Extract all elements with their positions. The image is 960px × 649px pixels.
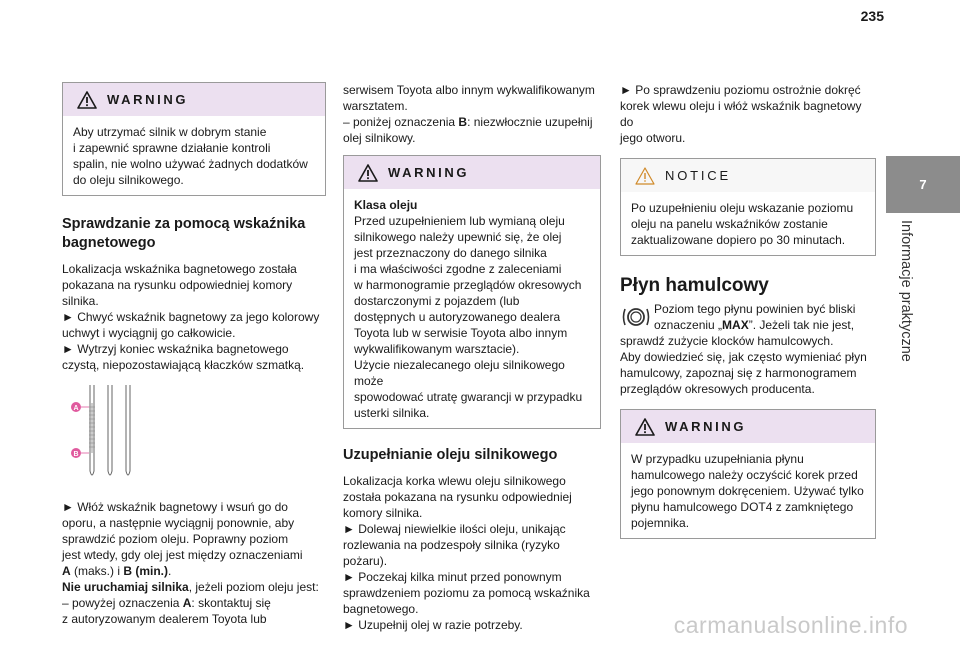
warning-text: Klasa oleju Przed uzupełnieniem lub wymianą oleju silnikowego należy upewnić się, że olej jest przeznaczony do danego silnika i ma właściwości zgodne z zaleceniami w harmonogramie przeglądów okresowych dostarczonymi z pojazdem (lub dostępnych u autoryzowanego dealera Toyota lub w serwisie Toyota albo innym wykwalifikowanym warsztacie). Użycie niezalecanego oleju silnikowego może spowodować utratę gwarancji w przypadku usterki silnika. <box>354 198 583 420</box>
column-2 <box>343 82 601 633</box>
dipstick-illustration <box>70 383 170 483</box>
chapter-title: Informacje praktyczne <box>898 220 914 362</box>
warning-triangle-icon <box>77 91 97 109</box>
warning-header <box>621 410 875 443</box>
paragraph-dipstick-check: ► Włóż wskaźnik bagnetowy i wsuń go do oporu, a następnie wyciągnij ponownie, aby sprawdzić poziom oleju. Poprawny poziom jest wtedy, gdy olej jest między oznaczeniami A (maks.) i B (min.). Nie uruchamiaj silnika, jeżeli poziom oleju jest: – powyżej oznaczenia A: skontaktuj się z autoryzowanym dealerem Toyota lub <box>62 500 319 626</box>
column-3 <box>620 82 876 539</box>
warning-title: WARNING <box>388 164 470 180</box>
section-heading-brake-fluid: Płyn hamulcowy <box>620 275 769 296</box>
warning-text: W przypadku uzupełniania płynu hamulcowego należy oczyścić korek przed jego ponownym dokręceniem. Używać tylko płynu hamulcowego DOT4 z zamkniętego pojemnika. <box>631 452 864 530</box>
notice-triangle-icon <box>635 167 655 185</box>
warning-text: Aby utrzymać silnik w dobrym stanie i zapewnić sprawne działanie kontroli spalin, nie wolno używać żadnych dodatków do oleju silnikowego. <box>73 125 308 187</box>
warning-triangle-icon <box>358 164 378 182</box>
page-number: 235 <box>860 8 884 24</box>
column-1 <box>62 82 326 627</box>
warning-title: WARNING <box>107 91 189 107</box>
marker-a-label: A <box>73 405 79 412</box>
chapter-tab[interactable] <box>886 156 960 213</box>
warning-header <box>63 83 325 116</box>
warning-box-brake-fluid <box>620 409 876 539</box>
warning-header <box>344 156 600 189</box>
section-heading-refill: Uzupełnianie oleju silnikowego <box>343 447 558 463</box>
warning-triangle-icon <box>635 418 655 436</box>
paragraph-refill: Lokalizacja korka wlewu oleju silnikowego została pokazana na rysunku odpowiedniej komory silnika. ► Dolewaj niewielkie ilości oleju, unikając rozlewania na podzespoły silnika (ryzyko pożaru). ► Poczekaj kilka minut przed ponownym sprawdzeniem poziomu za pomocą wskaźnika bagnetowego. ► Uzupełnij olej w razie potrzeby. <box>343 474 590 632</box>
warning-box-oil-class <box>343 155 601 429</box>
paragraph-brake-fluid: Poziom tego płynu powinien być bliski oznaczeniu „MAX”. Jeżeli tak nie jest, sprawdź zużycie klocków hamulcowych. Aby dowiedzieć się, jak często wymieniać płyn hamulcowy, zapoznaj się z harmonogramem przeglądów okresowych producenta. <box>620 302 867 396</box>
section-heading-dipstick: Sprawdzanie za pomocą wskaźnika bagnetowego <box>62 216 306 251</box>
brake-fluid-icon <box>620 303 652 331</box>
watermark: carmanualsonline.info <box>673 612 908 638</box>
paragraph-after-check: ► Po sprawdzeniu poziomu ostrożnie dokręć korek wlewu oleju i włóż wskaźnik bagnetowy do jego otworu. <box>620 83 862 145</box>
notice-box <box>620 158 876 256</box>
paragraph-continuation: serwisem Toyota albo innym wykwalifikowanym warsztatem. – poniżej oznaczenia B: niezwłocznie uzupełnij olej silnikowy. <box>343 83 595 145</box>
notice-text: Po uzupełnieniu oleju wskazanie poziomu oleju na panelu wskaźników zostanie zaktualizowane dopiero po 30 minutach. <box>631 201 854 247</box>
warning-title: WARNING <box>665 418 747 434</box>
warning-box-additives <box>62 82 326 196</box>
chapter-number: 7 <box>919 177 927 192</box>
paragraph-dipstick-location: Lokalizacja wskaźnika bagnetowego została pokazana na rysunku odpowiedniej komory silnika. ► Chwyć wskaźnik bagnetowy za jego kolorowy uchwyt i wyciągnij go całkowicie. ► Wytrzyj koniec wskaźnika bagnetowego czystą, niepozostawiającą kłaczków szmatką. <box>62 262 320 372</box>
marker-b-label: B <box>73 451 79 458</box>
notice-title: NOTICE <box>665 167 731 183</box>
notice-header <box>621 159 875 192</box>
